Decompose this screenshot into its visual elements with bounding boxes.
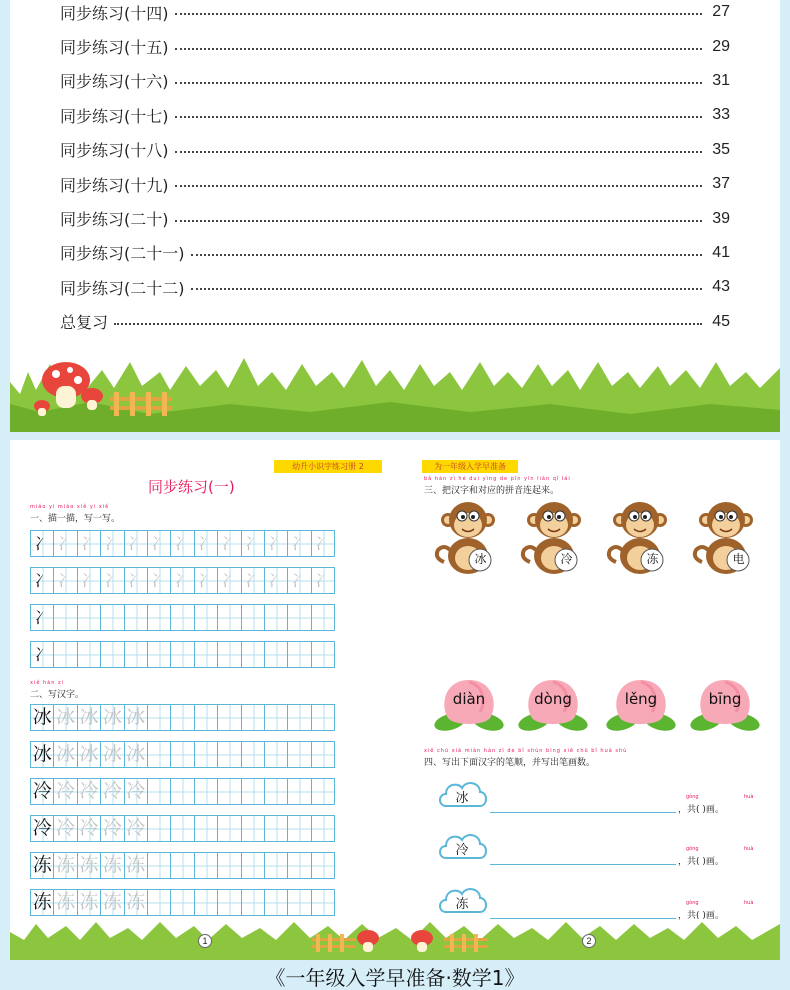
toc-entry-page: 29 xyxy=(712,37,730,55)
writing-cell[interactable]: 冰 xyxy=(124,704,148,731)
writing-cell[interactable] xyxy=(264,741,288,768)
writing-cell[interactable]: 冫 xyxy=(194,530,218,557)
writing-cell[interactable]: 冫 xyxy=(194,567,218,594)
toc-entry[interactable] xyxy=(60,305,730,339)
writing-cell[interactable]: 冷 xyxy=(30,815,54,842)
section-4-label: 四、写出下面汉字的笔顺，并写出笔画数。 xyxy=(424,758,596,768)
writing-cell[interactable]: 冫 xyxy=(147,567,171,594)
writing-row xyxy=(30,852,334,879)
grass-decoration xyxy=(10,342,780,432)
writing-cell[interactable] xyxy=(124,641,148,668)
writing-row xyxy=(30,778,334,805)
section-1-pinyin: miáo yi miáo xiě yi xiě xyxy=(30,504,110,510)
toc-leader-dots xyxy=(114,323,702,325)
toc-entry-page: 41 xyxy=(712,243,730,261)
section-2-pinyin: xiě hàn zì xyxy=(30,680,65,686)
writing-cell[interactable] xyxy=(241,741,265,768)
writing-cell[interactable]: 冫 xyxy=(241,567,265,594)
toc-entry-title: 同步练习(二十) xyxy=(60,210,169,230)
writing-cell[interactable] xyxy=(147,704,171,731)
writing-cell[interactable] xyxy=(311,604,335,631)
toc-entry-page: 31 xyxy=(712,71,730,89)
toc-leader-dots xyxy=(175,151,703,153)
writing-cell[interactable] xyxy=(170,641,194,668)
writing-cell[interactable] xyxy=(264,704,288,731)
writing-cell[interactable]: 冰 xyxy=(30,704,54,731)
writing-cell[interactable] xyxy=(287,704,311,731)
monkey-card[interactable] xyxy=(520,498,588,578)
writing-cell[interactable]: 冻 xyxy=(100,889,124,916)
writing-cell[interactable] xyxy=(194,852,218,879)
writing-cell[interactable] xyxy=(241,778,265,805)
hua-pinyin: huà xyxy=(744,900,754,906)
writing-cell[interactable]: 冫 xyxy=(30,604,54,631)
stroke-count-text: ，共( )画。 xyxy=(678,857,724,867)
writing-cell[interactable] xyxy=(194,741,218,768)
toc-entry-title: 同步练习(二十二) xyxy=(60,278,185,298)
peach-pinyin: lěng xyxy=(624,690,658,708)
toc-entry[interactable] xyxy=(60,98,730,132)
monkey-character: 电 xyxy=(732,552,745,566)
peach-pinyin: bīng xyxy=(708,690,742,708)
writing-cell[interactable]: 冫 xyxy=(30,567,54,594)
writing-cell[interactable]: 冻 xyxy=(77,889,101,916)
toc-entry[interactable] xyxy=(60,167,730,201)
header-right: 为一年级入学早准备 xyxy=(422,460,518,473)
toc-entry[interactable] xyxy=(60,0,730,29)
toc-leader-dots xyxy=(175,116,703,118)
writing-cell[interactable] xyxy=(241,852,265,879)
toc-leader-dots xyxy=(175,82,703,84)
header-left: 幼升小识字练习册 2 xyxy=(274,460,382,473)
writing-cell[interactable] xyxy=(241,641,265,668)
writing-cell[interactable] xyxy=(287,604,311,631)
toc-entry-title: 同步练习(十五) xyxy=(60,38,169,58)
writing-cell[interactable]: 冫 xyxy=(264,567,288,594)
toc-entry[interactable] xyxy=(60,236,730,270)
section-4-pinyin: xiě chū xià miàn hàn zì de bǐ shùn bìng xiě chū bǐ huà shù xyxy=(424,748,628,754)
toc-leader-dots xyxy=(175,48,703,50)
tracing-row xyxy=(30,641,334,668)
writing-cell[interactable] xyxy=(217,815,241,842)
writing-cell[interactable] xyxy=(194,704,218,731)
monkey-card[interactable] xyxy=(434,498,502,578)
writing-cell[interactable] xyxy=(311,641,335,668)
writing-cell[interactable] xyxy=(217,852,241,879)
writing-cell[interactable]: 冻 xyxy=(30,889,54,916)
page-number-right: 2 xyxy=(582,934,596,948)
stroke-order-character: 冰 xyxy=(455,791,469,806)
toc-entry-title: 同步练习(二十一) xyxy=(60,244,185,264)
writing-cell[interactable]: 冻 xyxy=(77,852,101,879)
monkey-card[interactable] xyxy=(692,498,760,578)
monkey-icon xyxy=(434,498,502,578)
writing-cell[interactable]: 冫 xyxy=(53,567,77,594)
section-3-heading xyxy=(424,476,571,496)
grass-decoration-bottom xyxy=(10,910,780,960)
section-1-label: 一、描一描，写一写。 xyxy=(30,514,121,524)
toc-leader-dots xyxy=(175,185,703,187)
toc-entry-page: 45 xyxy=(712,312,730,330)
writing-cell[interactable]: 冻 xyxy=(53,852,77,879)
writing-cell[interactable] xyxy=(264,604,288,631)
stroke-order-character: 冷 xyxy=(455,843,469,858)
writing-cell[interactable]: 冷 xyxy=(100,815,124,842)
writing-cell[interactable] xyxy=(264,778,288,805)
toc-list xyxy=(60,0,730,339)
stroke-count-text: ，共( )画。 xyxy=(678,805,724,815)
writing-cell[interactable]: 冫 xyxy=(241,530,265,557)
writing-cell[interactable]: 冻 xyxy=(53,889,77,916)
hua-pinyin: huà xyxy=(744,846,754,852)
page-number-left: 1 xyxy=(198,934,212,948)
stroke-order-character: 冻 xyxy=(455,897,469,912)
stroke-order-answer-line[interactable] xyxy=(490,812,676,813)
tracing-row xyxy=(30,604,334,631)
writing-cell[interactable]: 冻 xyxy=(124,852,148,879)
writing-cell[interactable] xyxy=(264,641,288,668)
stroke-count-field[interactable] xyxy=(678,794,754,815)
gong-pinyin: gòng xyxy=(686,900,699,906)
writing-cell[interactable]: 冫 xyxy=(147,530,171,557)
monkey-icon xyxy=(606,498,674,578)
section-4-heading xyxy=(424,748,627,768)
writing-cell[interactable]: 冫 xyxy=(100,530,124,557)
writing-cell[interactable] xyxy=(53,604,77,631)
toc-entry-title: 同步练习(十九) xyxy=(60,175,169,195)
stroke-count-field[interactable] xyxy=(678,846,754,867)
writing-cell[interactable]: 冰 xyxy=(30,741,54,768)
writing-cell[interactable]: 冫 xyxy=(100,567,124,594)
writing-cell[interactable]: 冫 xyxy=(124,567,148,594)
writing-cell[interactable] xyxy=(77,604,101,631)
writing-cell[interactable] xyxy=(311,852,335,879)
writing-cell[interactable]: 冰 xyxy=(100,704,124,731)
writing-cell[interactable]: 冻 xyxy=(124,889,148,916)
writing-row xyxy=(30,741,334,768)
writing-cell[interactable] xyxy=(100,641,124,668)
writing-cell[interactable] xyxy=(170,852,194,879)
writing-cell[interactable] xyxy=(147,852,171,879)
peach-pinyin: diàn xyxy=(452,690,486,708)
writing-cell[interactable]: 冫 xyxy=(77,530,101,557)
writing-cell[interactable] xyxy=(77,641,101,668)
writing-cell[interactable]: 冰 xyxy=(100,741,124,768)
toc-leader-dots xyxy=(191,254,703,256)
gong-pinyin: gòng xyxy=(686,846,699,852)
writing-cell[interactable] xyxy=(287,852,311,879)
writing-cell[interactable] xyxy=(147,641,171,668)
toc-entry-title: 同步练习(十四) xyxy=(60,3,169,23)
writing-cell[interactable]: 冫 xyxy=(30,530,54,557)
writing-cell[interactable]: 冰 xyxy=(53,741,77,768)
writing-cell[interactable]: 冻 xyxy=(100,852,124,879)
toc-leader-dots xyxy=(175,13,703,15)
writing-cell[interactable]: 冫 xyxy=(311,530,335,557)
lesson-title: 同步练习(一) xyxy=(148,478,235,496)
writing-cell[interactable] xyxy=(264,852,288,879)
hua-pinyin: huà xyxy=(744,794,754,800)
monkey-card[interactable] xyxy=(606,498,674,578)
toc-entry-title: 同步练习(十七) xyxy=(60,106,169,126)
writing-cell[interactable]: 冫 xyxy=(264,530,288,557)
writing-cell[interactable]: 冰 xyxy=(77,704,101,731)
writing-cell[interactable] xyxy=(170,604,194,631)
writing-cell[interactable]: 冰 xyxy=(53,704,77,731)
writing-cell[interactable] xyxy=(217,641,241,668)
toc-entry[interactable] xyxy=(60,201,730,235)
toc-entry-title: 同步练习(十六) xyxy=(60,72,169,92)
toc-entry[interactable] xyxy=(60,133,730,167)
writing-cell[interactable]: 冫 xyxy=(311,567,335,594)
writing-cell[interactable] xyxy=(287,741,311,768)
section-2-heading xyxy=(30,680,84,700)
writing-cell[interactable] xyxy=(241,704,265,731)
writing-cell[interactable]: 冷 xyxy=(53,815,77,842)
writing-cell[interactable] xyxy=(311,704,335,731)
writing-cell[interactable] xyxy=(217,741,241,768)
writing-cell[interactable]: 冷 xyxy=(30,778,54,805)
section-3-label: 三、把汉字和对应的拼音连起来。 xyxy=(424,486,560,496)
book-caption: 《一年级入学早准备·数学1》 xyxy=(265,966,525,990)
toc-entry-page: 33 xyxy=(712,106,730,124)
writing-cell[interactable] xyxy=(241,815,265,842)
writing-cell[interactable] xyxy=(194,815,218,842)
monkey-character: 冷 xyxy=(560,552,573,566)
writing-cell[interactable]: 冷 xyxy=(100,778,124,805)
toc-entry-page: 37 xyxy=(712,175,730,193)
workbook-spread xyxy=(10,440,780,960)
writing-cell[interactable]: 冫 xyxy=(53,530,77,557)
writing-cell[interactable] xyxy=(311,778,335,805)
writing-cell[interactable] xyxy=(100,604,124,631)
writing-cell[interactable]: 冻 xyxy=(30,852,54,879)
gong-pinyin: gòng xyxy=(686,794,699,800)
writing-cell[interactable] xyxy=(311,815,335,842)
writing-cell[interactable] xyxy=(53,641,77,668)
peach-pinyin: dòng xyxy=(534,690,572,708)
tracing-row xyxy=(30,530,334,557)
writing-cell[interactable] xyxy=(170,815,194,842)
stroke-order-answer-line[interactable] xyxy=(490,864,676,865)
monkey-character: 冰 xyxy=(474,552,487,566)
writing-cell[interactable]: 冰 xyxy=(77,741,101,768)
toc-leader-dots xyxy=(191,288,703,290)
writing-cell[interactable]: 冫 xyxy=(170,567,194,594)
tracing-row xyxy=(30,567,334,594)
writing-cell[interactable] xyxy=(170,741,194,768)
writing-cell[interactable] xyxy=(147,741,171,768)
monkey-icon xyxy=(520,498,588,578)
writing-cell[interactable]: 冷 xyxy=(77,778,101,805)
writing-cell[interactable] xyxy=(217,778,241,805)
writing-cell[interactable]: 冷 xyxy=(53,778,77,805)
writing-cell[interactable]: 冷 xyxy=(77,815,101,842)
toc-entry-title: 总复习 xyxy=(60,313,109,333)
writing-cell[interactable]: 冫 xyxy=(217,530,241,557)
writing-cell[interactable]: 冫 xyxy=(287,567,311,594)
writing-cell[interactable] xyxy=(287,815,311,842)
writing-cell[interactable]: 冫 xyxy=(30,641,54,668)
writing-cell[interactable] xyxy=(217,704,241,731)
writing-cell[interactable]: 冫 xyxy=(77,567,101,594)
toc-entry-page: 43 xyxy=(712,278,730,296)
monkey-character: 冻 xyxy=(646,552,659,566)
writing-cell[interactable]: 冫 xyxy=(170,530,194,557)
section-2-label: 二、写汉字。 xyxy=(30,690,85,700)
section-3-pinyin: bǎ hàn zì hé duì yìng de pīn yīn lián qǐ lái xyxy=(424,476,571,482)
writing-cell[interactable] xyxy=(311,741,335,768)
writing-cell[interactable] xyxy=(170,778,194,805)
writing-cell[interactable]: 冫 xyxy=(287,530,311,557)
section-1-heading xyxy=(30,504,120,524)
writing-cell[interactable]: 冰 xyxy=(124,741,148,768)
toc-entry-page: 35 xyxy=(712,140,730,158)
toc-entry[interactable] xyxy=(60,270,730,304)
writing-cell[interactable]: 冷 xyxy=(124,778,148,805)
toc-page xyxy=(10,0,780,432)
writing-cell[interactable] xyxy=(124,604,148,631)
writing-cell[interactable]: 冫 xyxy=(217,567,241,594)
toc-leader-dots xyxy=(175,220,703,222)
toc-entry-page: 39 xyxy=(712,209,730,227)
writing-cell[interactable] xyxy=(170,704,194,731)
writing-cell[interactable] xyxy=(147,815,171,842)
writing-row xyxy=(30,815,334,842)
writing-cell[interactable]: 冫 xyxy=(124,530,148,557)
writing-cell[interactable] xyxy=(264,815,288,842)
writing-cell[interactable] xyxy=(287,641,311,668)
writing-cell[interactable] xyxy=(241,604,265,631)
writing-cell[interactable] xyxy=(194,778,218,805)
writing-cell[interactable] xyxy=(194,604,218,631)
stroke-count-text: ，共( )画。 xyxy=(678,911,724,921)
writing-cell[interactable]: 冷 xyxy=(124,815,148,842)
monkey-icon xyxy=(692,498,760,578)
writing-cell[interactable] xyxy=(287,778,311,805)
toc-entry-title: 同步练习(十八) xyxy=(60,141,169,161)
writing-cell[interactable] xyxy=(147,778,171,805)
writing-cell[interactable] xyxy=(147,604,171,631)
toc-entry-page: 27 xyxy=(712,3,730,21)
toc-entry[interactable] xyxy=(60,29,730,63)
writing-cell[interactable] xyxy=(217,604,241,631)
writing-cell[interactable] xyxy=(194,641,218,668)
toc-entry[interactable] xyxy=(60,64,730,98)
writing-row xyxy=(30,704,334,731)
